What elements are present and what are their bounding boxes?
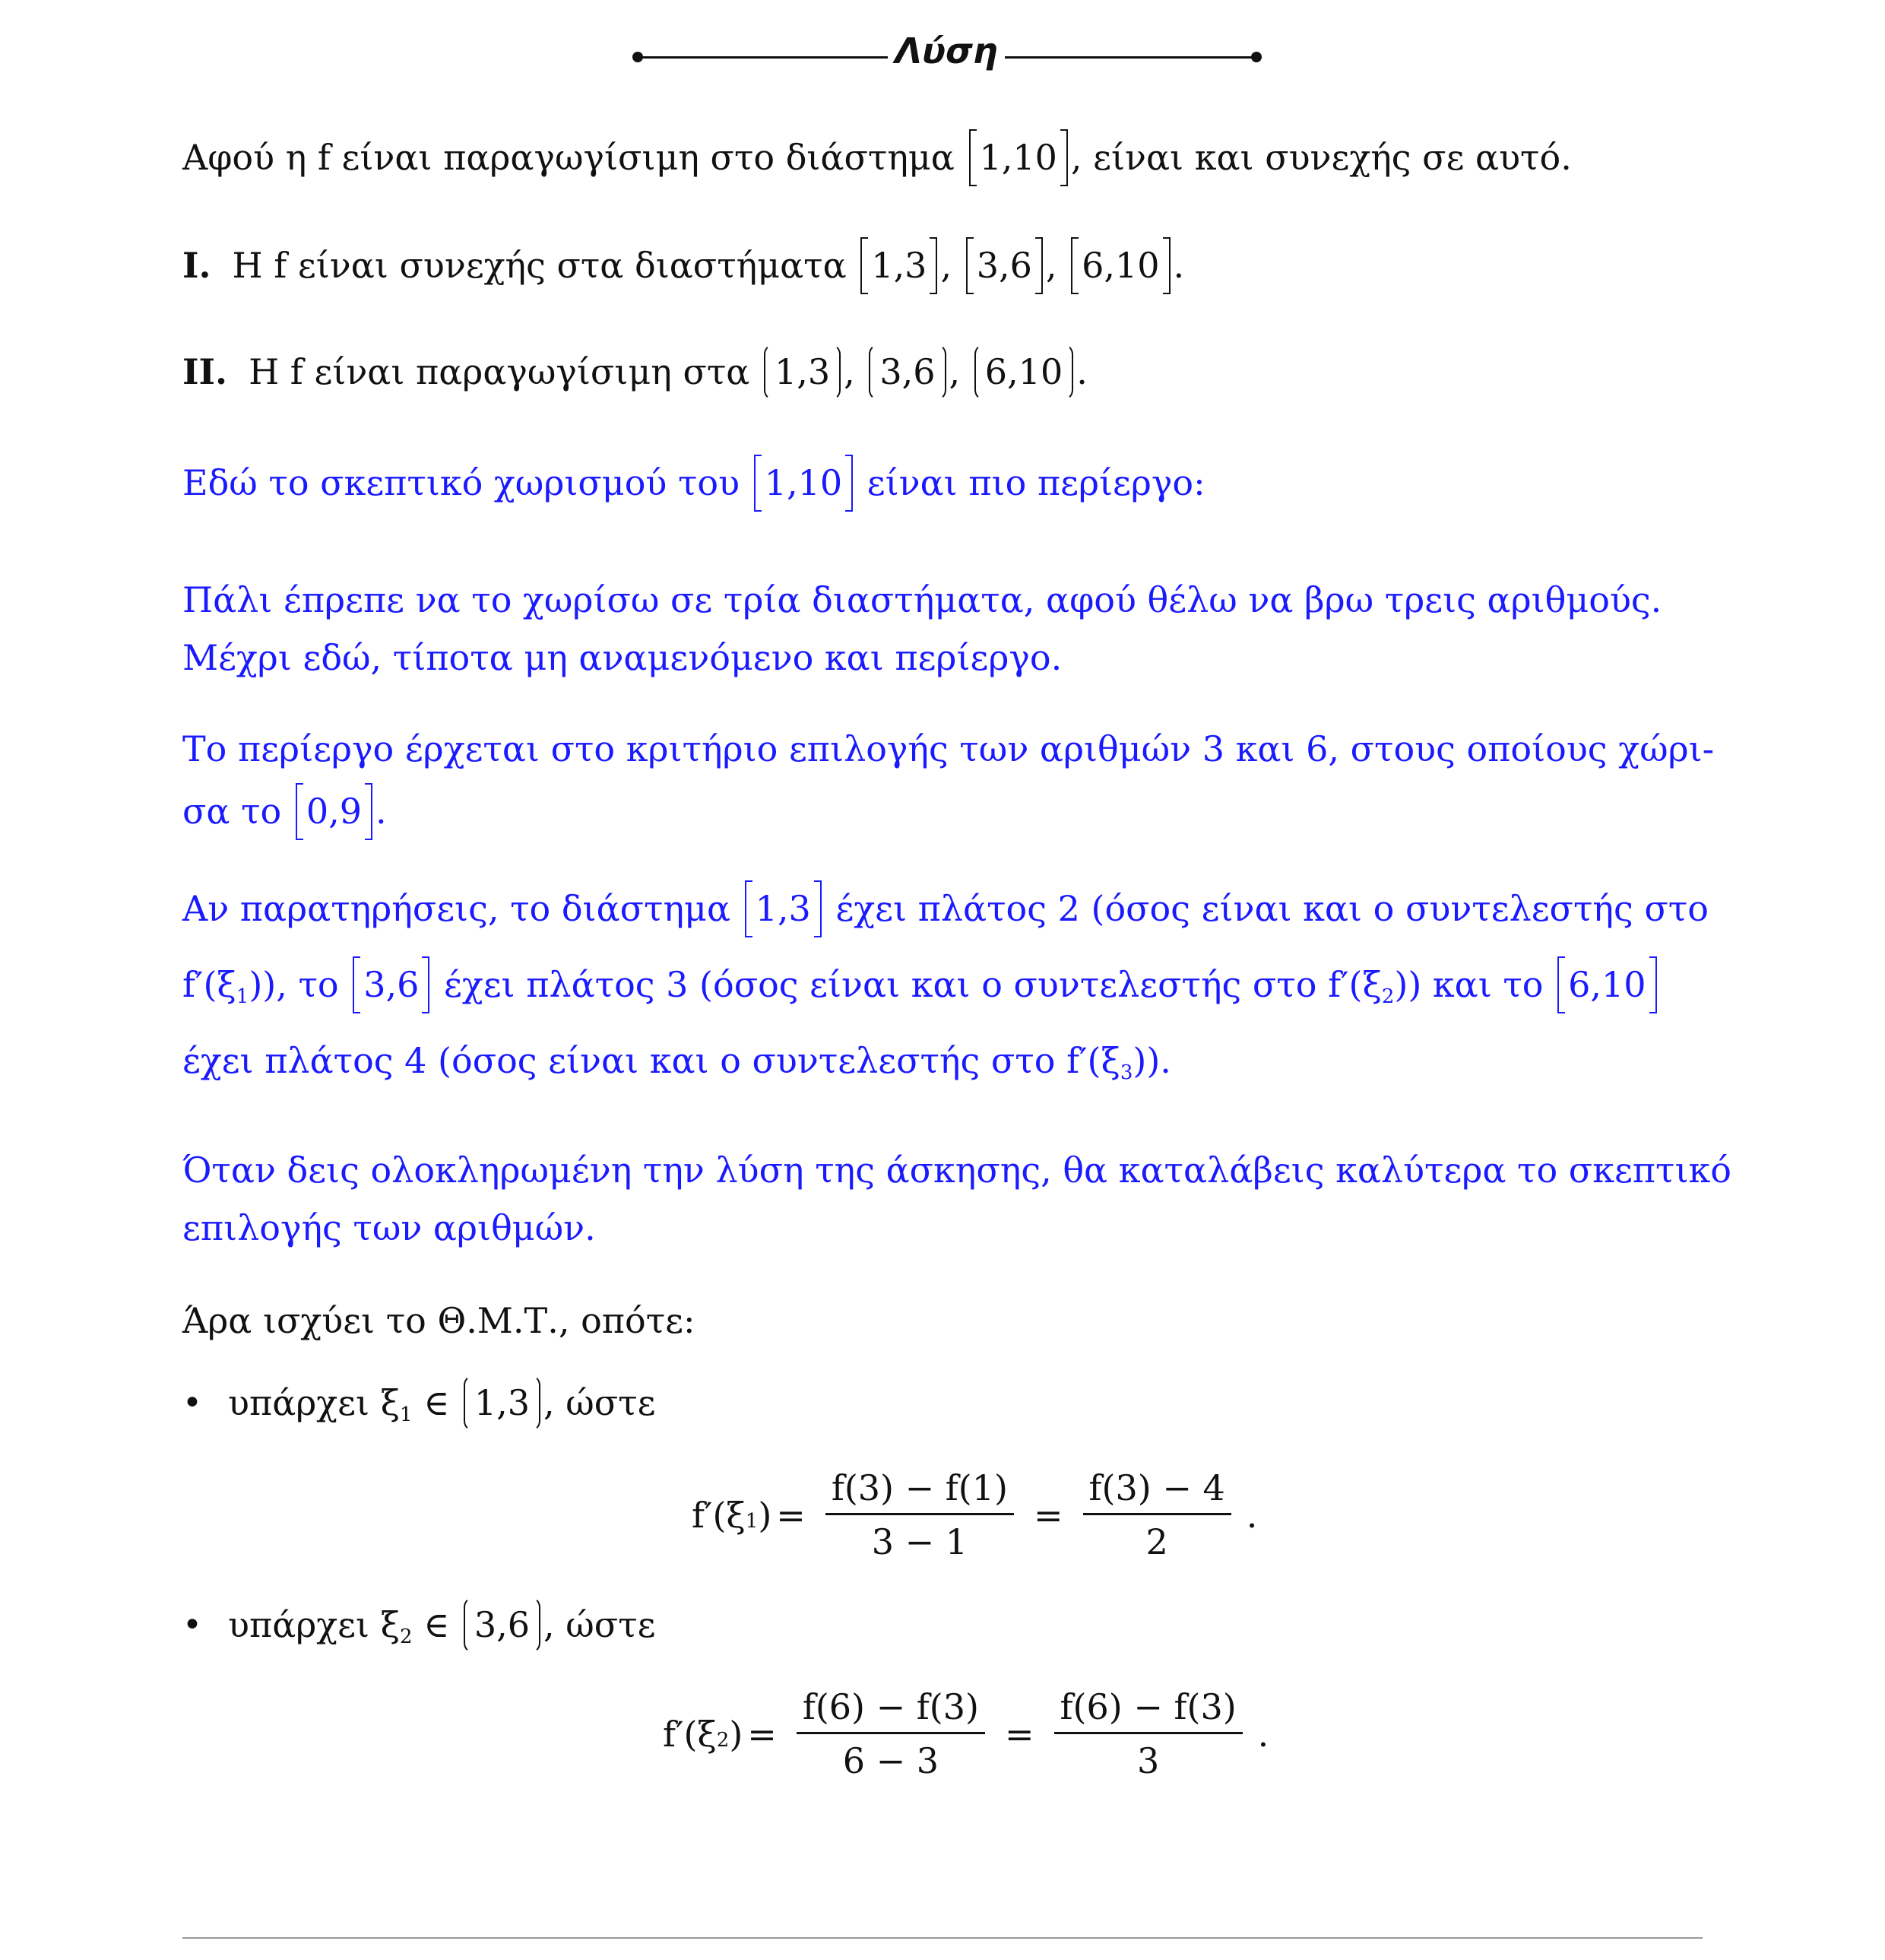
note-three-intervals-line1: Πάλι έπρεπε να το χωρίσω σε τρία διαστήματα, αφού θέλω να βρω τρεις αριθμούς. xyxy=(182,579,1662,620)
text: , ώστε xyxy=(543,1382,656,1423)
interval: 3,6 xyxy=(464,1604,540,1646)
text: είναι πιο περίεργο: xyxy=(866,462,1205,503)
fraction xyxy=(1083,1467,1231,1562)
text: σα το xyxy=(182,791,282,832)
text: Η f είναι παραγωγίσιμη στα xyxy=(249,351,750,392)
equation-1 xyxy=(692,1467,1257,1562)
note-widths-line3 xyxy=(182,1040,1171,1082)
subscript: 3 xyxy=(1120,1061,1133,1084)
denominator: 6 − 3 xyxy=(842,1740,939,1781)
text: έχει πλάτος 2 (όσος είναι και ο συντελεστής στο xyxy=(835,888,1709,929)
subscript: 1 xyxy=(745,1509,759,1533)
section-header xyxy=(0,30,1885,84)
text: έχει πλάτος 3 (όσος είναι και ο συντελεστής στο f′(ξ xyxy=(444,964,1382,1005)
intro-line xyxy=(182,137,1572,179)
header-rule-right xyxy=(1005,56,1256,59)
fraction xyxy=(1054,1686,1243,1781)
text: , ώστε xyxy=(543,1604,656,1645)
item-i: I. Η f είναι συνεχής στα διαστήματα 1,3 , 3,6 , 6,10 . xyxy=(182,245,1185,286)
interval: 6,10 xyxy=(1557,964,1656,1006)
text: ) xyxy=(729,1713,743,1755)
note-widths-line2 xyxy=(182,964,1660,1006)
text: Αν παρατηρήσεις, το διάστημα xyxy=(182,888,731,929)
text: f′(ξ xyxy=(182,964,236,1005)
interval: 1,10 xyxy=(969,137,1068,179)
text: Εδώ το σκεπτικό χωρισμού του xyxy=(182,462,740,503)
section-title: Λύση xyxy=(895,30,998,71)
interval: 3,6 xyxy=(353,964,429,1006)
equals-sign: = xyxy=(776,1494,806,1536)
text: ) xyxy=(758,1494,772,1536)
subscript: 2 xyxy=(1381,985,1395,1008)
equation-2 xyxy=(663,1686,1269,1781)
equals-sign: = xyxy=(1004,1713,1034,1755)
interval: 6,10 xyxy=(974,351,1073,393)
interval: 6,10 xyxy=(1071,245,1170,287)
text: υπάρχει ξ xyxy=(228,1604,401,1645)
note-criterion-line2: σα το 0,9 . xyxy=(182,791,387,832)
interval: 3,6 xyxy=(869,351,946,393)
note-widths-line1 xyxy=(182,888,1709,930)
interval: 1,3 xyxy=(764,351,841,393)
interval: 1,10 xyxy=(754,462,853,504)
footer-rule xyxy=(182,1937,1703,1939)
mvt-statement: Άρα ισχύει το Θ.Μ.Τ., οπότε: xyxy=(182,1300,695,1341)
text: υπάρχει ξ xyxy=(228,1382,401,1423)
period: . xyxy=(1246,1494,1258,1536)
numerator: f(3) − 4 xyxy=(1083,1467,1231,1515)
interval: 1,3 xyxy=(860,245,937,287)
equals-sign: = xyxy=(747,1713,777,1755)
interval: 0,9 xyxy=(296,791,372,833)
header-dot-right xyxy=(1251,52,1262,62)
denominator: 3 − 1 xyxy=(871,1521,968,1562)
item-label: II. xyxy=(182,351,228,392)
bullet-xi1 xyxy=(228,1382,655,1424)
period: . xyxy=(1257,1713,1269,1755)
element-of-symbol: ∈ xyxy=(423,1382,450,1423)
fraction xyxy=(797,1686,985,1781)
note-three-intervals-line2: Μέχρι εδώ, τίποτα μη αναμενόμενο και περίεργο. xyxy=(182,637,1063,678)
note-conclusion-line1: Όταν δεις ολοκληρωμένη την λύση της άσκησης, θα καταλάβεις καλύτερα το σκεπτικό xyxy=(182,1150,1731,1191)
denominator: 3 xyxy=(1136,1740,1160,1781)
text: , είναι και συνεχής σε αυτό. xyxy=(1070,137,1572,178)
item-label: I. xyxy=(182,245,211,286)
note-conclusion-line2: επιλογής των αριθμών. xyxy=(182,1207,596,1248)
interval: 3,6 xyxy=(966,245,1043,287)
note-partition xyxy=(182,462,1205,504)
numerator: f(6) − f(3) xyxy=(1054,1686,1243,1734)
denominator: 2 xyxy=(1145,1521,1168,1562)
text: )), το xyxy=(249,964,339,1005)
subscript: 1 xyxy=(400,1403,413,1426)
bullet-xi2 xyxy=(228,1604,655,1646)
fraction xyxy=(825,1467,1014,1562)
bullet-marker: • xyxy=(182,1606,202,1644)
subscript: 2 xyxy=(716,1728,730,1752)
equals-sign: = xyxy=(1033,1494,1063,1536)
text: f′(ξ xyxy=(692,1494,746,1536)
interval: 1,3 xyxy=(464,1382,540,1424)
text: έχει πλάτος 4 (όσος είναι και ο συντελεστής στο f′(ξ xyxy=(182,1040,1120,1081)
numerator: f(6) − f(3) xyxy=(797,1686,985,1734)
subscript: 1 xyxy=(236,985,249,1008)
text: Αφού η f είναι παραγωγίσιμη στο διάστημα xyxy=(182,137,955,178)
interval: 1,3 xyxy=(745,888,822,930)
text: f′(ξ xyxy=(663,1713,717,1755)
text: )). xyxy=(1133,1040,1171,1081)
subscript: 2 xyxy=(400,1625,413,1648)
element-of-symbol: ∈ xyxy=(423,1604,450,1645)
bullet-marker: • xyxy=(182,1384,202,1422)
item-ii: II. Η f είναι παραγωγίσιμη στα 1,3 , 3,6 , 6,10 . xyxy=(182,351,1088,392)
note-criterion-line1: Το περίεργο έρχεται στο κριτήριο επιλογής των αριθμών 3 και 6, στους οποίους χώρι- xyxy=(182,728,1715,769)
header-rule-left xyxy=(637,56,888,59)
numerator: f(3) − f(1) xyxy=(825,1467,1014,1515)
text: )) και το xyxy=(1394,964,1544,1005)
text: Η f είναι συνεχής στα διαστήματα xyxy=(232,245,847,286)
